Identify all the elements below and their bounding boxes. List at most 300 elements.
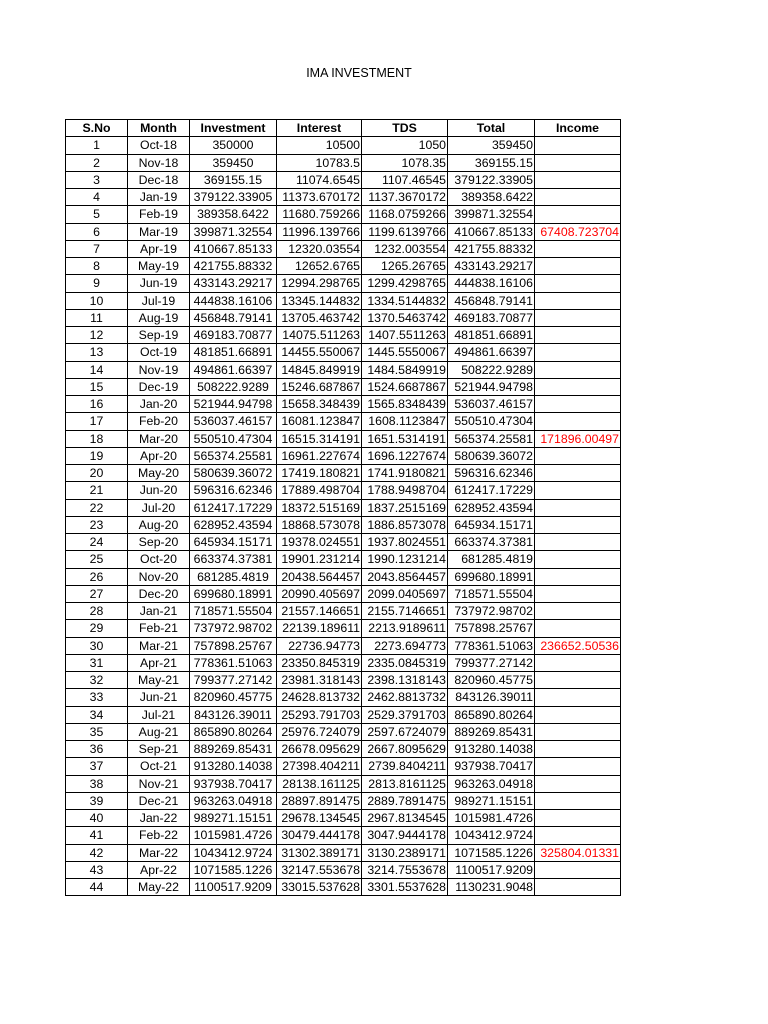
cell-income[interactable] — [535, 534, 621, 551]
cell-investment[interactable]: 989271.15151 — [190, 810, 277, 827]
cell-investment[interactable]: 663374.37381 — [190, 551, 277, 568]
cell-month[interactable]: Dec-19 — [128, 378, 190, 395]
cell-sno[interactable]: 37 — [66, 758, 128, 775]
cell-interest[interactable]: 24628.813732 — [277, 689, 362, 706]
cell-tds[interactable]: 2273.694773 — [362, 637, 448, 654]
cell-income[interactable] — [535, 551, 621, 568]
cell-tds[interactable]: 2739.8404211 — [362, 758, 448, 775]
cell-month[interactable]: Mar-19 — [128, 223, 190, 240]
cell-total[interactable]: 456848.79141 — [448, 292, 535, 309]
cell-income[interactable] — [535, 689, 621, 706]
cell-investment[interactable]: 350000 — [190, 137, 277, 154]
cell-investment[interactable]: 469183.70877 — [190, 327, 277, 344]
cell-interest[interactable]: 11074.6545 — [277, 171, 362, 188]
cell-sno[interactable]: 13 — [66, 344, 128, 361]
cell-investment[interactable]: 1071585.1226 — [190, 861, 277, 878]
cell-income[interactable] — [535, 396, 621, 413]
cell-interest[interactable]: 21557.146651 — [277, 603, 362, 620]
cell-income[interactable] — [535, 620, 621, 637]
cell-month[interactable]: Feb-20 — [128, 413, 190, 430]
cell-total[interactable]: 663374.37381 — [448, 534, 535, 551]
cell-income[interactable] — [535, 344, 621, 361]
cell-interest[interactable]: 32147.553678 — [277, 861, 362, 878]
cell-investment[interactable]: 550510.47304 — [190, 430, 277, 447]
cell-income[interactable] — [535, 240, 621, 257]
cell-sno[interactable]: 1 — [66, 137, 128, 154]
cell-month[interactable]: Nov-18 — [128, 154, 190, 171]
cell-tds[interactable]: 3047.9444178 — [362, 827, 448, 844]
cell-sno[interactable]: 44 — [66, 879, 128, 896]
cell-investment[interactable]: 757898.25767 — [190, 637, 277, 654]
cell-tds[interactable]: 1078.35 — [362, 154, 448, 171]
cell-month[interactable]: Oct-21 — [128, 758, 190, 775]
cell-sno[interactable]: 42 — [66, 844, 128, 861]
cell-total[interactable]: 963263.04918 — [448, 775, 535, 792]
cell-month[interactable]: Jun-20 — [128, 482, 190, 499]
cell-income[interactable]: 67408.723704 — [535, 223, 621, 240]
cell-sno[interactable]: 22 — [66, 499, 128, 516]
cell-interest[interactable]: 14455.550067 — [277, 344, 362, 361]
cell-investment[interactable]: 421755.88332 — [190, 258, 277, 275]
cell-income[interactable] — [535, 810, 621, 827]
cell-tds[interactable]: 1484.5849919 — [362, 361, 448, 378]
cell-sno[interactable]: 29 — [66, 620, 128, 637]
cell-income[interactable] — [535, 137, 621, 154]
cell-income[interactable] — [535, 775, 621, 792]
cell-sno[interactable]: 9 — [66, 275, 128, 292]
cell-month[interactable]: Jul-21 — [128, 706, 190, 723]
cell-month[interactable]: Dec-21 — [128, 792, 190, 809]
cell-tds[interactable]: 1168.0759266 — [362, 206, 448, 223]
cell-month[interactable]: May-21 — [128, 672, 190, 689]
cell-tds[interactable]: 2967.8134545 — [362, 810, 448, 827]
cell-month[interactable]: Jan-22 — [128, 810, 190, 827]
cell-income[interactable] — [535, 482, 621, 499]
cell-investment[interactable]: 536037.46157 — [190, 413, 277, 430]
cell-investment[interactable]: 681285.4819 — [190, 568, 277, 585]
cell-total[interactable]: 913280.14038 — [448, 741, 535, 758]
cell-tds[interactable]: 2813.8161125 — [362, 775, 448, 792]
cell-interest[interactable]: 28897.891475 — [277, 792, 362, 809]
cell-sno[interactable]: 10 — [66, 292, 128, 309]
cell-income[interactable] — [535, 672, 621, 689]
cell-interest[interactable]: 15658.348439 — [277, 396, 362, 413]
cell-investment[interactable]: 359450 — [190, 154, 277, 171]
cell-interest[interactable]: 30479.444178 — [277, 827, 362, 844]
cell-total[interactable]: 536037.46157 — [448, 396, 535, 413]
cell-sno[interactable]: 43 — [66, 861, 128, 878]
cell-income[interactable]: 325804.01331 — [535, 844, 621, 861]
cell-interest[interactable]: 18868.573078 — [277, 516, 362, 533]
cell-month[interactable]: Jan-20 — [128, 396, 190, 413]
cell-month[interactable]: Feb-21 — [128, 620, 190, 637]
cell-investment[interactable]: 737972.98702 — [190, 620, 277, 637]
cell-sno[interactable]: 17 — [66, 413, 128, 430]
cell-interest[interactable]: 27398.404211 — [277, 758, 362, 775]
cell-income[interactable] — [535, 275, 621, 292]
cell-sno[interactable]: 15 — [66, 378, 128, 395]
cell-interest[interactable]: 17419.180821 — [277, 465, 362, 482]
cell-investment[interactable]: 612417.17229 — [190, 499, 277, 516]
cell-sno[interactable]: 30 — [66, 637, 128, 654]
cell-interest[interactable]: 14075.511263 — [277, 327, 362, 344]
cell-income[interactable] — [535, 327, 621, 344]
cell-total[interactable]: 565374.25581 — [448, 430, 535, 447]
cell-total[interactable]: 1043412.9724 — [448, 827, 535, 844]
cell-tds[interactable]: 1370.5463742 — [362, 309, 448, 326]
cell-sno[interactable]: 26 — [66, 568, 128, 585]
cell-tds[interactable]: 1937.8024551 — [362, 534, 448, 551]
cell-tds[interactable]: 3301.5537628 — [362, 879, 448, 896]
cell-income[interactable] — [535, 723, 621, 740]
cell-sno[interactable]: 23 — [66, 516, 128, 533]
header-tds[interactable]: TDS — [362, 120, 448, 137]
cell-tds[interactable]: 1990.1231214 — [362, 551, 448, 568]
cell-tds[interactable]: 2213.9189611 — [362, 620, 448, 637]
cell-month[interactable]: Nov-19 — [128, 361, 190, 378]
cell-sno[interactable]: 39 — [66, 792, 128, 809]
cell-interest[interactable]: 11996.139766 — [277, 223, 362, 240]
cell-interest[interactable]: 29678.134545 — [277, 810, 362, 827]
cell-total[interactable]: 481851.66891 — [448, 327, 535, 344]
cell-tds[interactable]: 2889.7891475 — [362, 792, 448, 809]
cell-total[interactable]: 681285.4819 — [448, 551, 535, 568]
cell-total[interactable]: 580639.36072 — [448, 447, 535, 464]
cell-interest[interactable]: 16515.314191 — [277, 430, 362, 447]
cell-tds[interactable]: 2529.3791703 — [362, 706, 448, 723]
cell-interest[interactable]: 22736.94773 — [277, 637, 362, 654]
cell-total[interactable]: 399871.32554 — [448, 206, 535, 223]
cell-total[interactable]: 508222.9289 — [448, 361, 535, 378]
cell-tds[interactable]: 1837.2515169 — [362, 499, 448, 516]
cell-sno[interactable]: 38 — [66, 775, 128, 792]
cell-income[interactable] — [535, 189, 621, 206]
cell-interest[interactable]: 17889.498704 — [277, 482, 362, 499]
cell-interest[interactable]: 23981.318143 — [277, 672, 362, 689]
cell-investment[interactable]: 799377.27142 — [190, 672, 277, 689]
cell-sno[interactable]: 11 — [66, 309, 128, 326]
cell-sno[interactable]: 6 — [66, 223, 128, 240]
cell-investment[interactable]: 1015981.4726 — [190, 827, 277, 844]
cell-month[interactable]: Nov-20 — [128, 568, 190, 585]
cell-total[interactable]: 937938.70417 — [448, 758, 535, 775]
cell-sno[interactable]: 25 — [66, 551, 128, 568]
cell-month[interactable]: Feb-22 — [128, 827, 190, 844]
cell-sno[interactable]: 27 — [66, 585, 128, 602]
cell-total[interactable]: 596316.62346 — [448, 465, 535, 482]
cell-total[interactable]: 799377.27142 — [448, 654, 535, 671]
cell-month[interactable]: Jan-19 — [128, 189, 190, 206]
cell-month[interactable]: Dec-20 — [128, 585, 190, 602]
cell-interest[interactable]: 16081.123847 — [277, 413, 362, 430]
cell-investment[interactable]: 494861.66397 — [190, 361, 277, 378]
cell-investment[interactable]: 389358.6422 — [190, 206, 277, 223]
cell-interest[interactable]: 26678.095629 — [277, 741, 362, 758]
cell-investment[interactable]: 1043412.9724 — [190, 844, 277, 861]
cell-total[interactable]: 889269.85431 — [448, 723, 535, 740]
cell-tds[interactable]: 1137.3670172 — [362, 189, 448, 206]
cell-interest[interactable]: 20990.405697 — [277, 585, 362, 602]
cell-total[interactable]: 369155.15 — [448, 154, 535, 171]
cell-interest[interactable]: 12652.6765 — [277, 258, 362, 275]
cell-total[interactable]: 865890.80264 — [448, 706, 535, 723]
cell-interest[interactable]: 10783.5 — [277, 154, 362, 171]
cell-sno[interactable]: 34 — [66, 706, 128, 723]
cell-total[interactable]: 612417.17229 — [448, 482, 535, 499]
header-total[interactable]: Total — [448, 120, 535, 137]
cell-tds[interactable]: 2155.7146651 — [362, 603, 448, 620]
cell-sno[interactable]: 7 — [66, 240, 128, 257]
cell-investment[interactable]: 379122.33905 — [190, 189, 277, 206]
cell-income[interactable] — [535, 258, 621, 275]
cell-tds[interactable]: 2462.8813732 — [362, 689, 448, 706]
cell-total[interactable]: 410667.85133 — [448, 223, 535, 240]
cell-total[interactable]: 469183.70877 — [448, 309, 535, 326]
cell-income[interactable] — [535, 292, 621, 309]
cell-income[interactable] — [535, 758, 621, 775]
cell-sno[interactable]: 14 — [66, 361, 128, 378]
cell-investment[interactable]: 1100517.9209 — [190, 879, 277, 896]
cell-month[interactable]: Feb-19 — [128, 206, 190, 223]
cell-investment[interactable]: 963263.04918 — [190, 792, 277, 809]
cell-income[interactable] — [535, 827, 621, 844]
cell-investment[interactable]: 521944.94798 — [190, 396, 277, 413]
cell-interest[interactable]: 13345.144832 — [277, 292, 362, 309]
cell-total[interactable]: 550510.47304 — [448, 413, 535, 430]
cell-income[interactable] — [535, 499, 621, 516]
cell-month[interactable]: Sep-21 — [128, 741, 190, 758]
cell-month[interactable]: Jun-19 — [128, 275, 190, 292]
cell-investment[interactable]: 865890.80264 — [190, 723, 277, 740]
cell-month[interactable]: Oct-18 — [128, 137, 190, 154]
cell-income[interactable] — [535, 309, 621, 326]
cell-sno[interactable]: 3 — [66, 171, 128, 188]
cell-total[interactable]: 645934.15171 — [448, 516, 535, 533]
cell-sno[interactable]: 32 — [66, 672, 128, 689]
cell-sno[interactable]: 41 — [66, 827, 128, 844]
cell-tds[interactable]: 2335.0845319 — [362, 654, 448, 671]
cell-month[interactable]: Aug-20 — [128, 516, 190, 533]
cell-interest[interactable]: 23350.845319 — [277, 654, 362, 671]
cell-investment[interactable]: 508222.9289 — [190, 378, 277, 395]
cell-total[interactable]: 1130231.9048 — [448, 879, 535, 896]
cell-month[interactable]: Mar-21 — [128, 637, 190, 654]
cell-income[interactable] — [535, 516, 621, 533]
cell-tds[interactable]: 1407.5511263 — [362, 327, 448, 344]
cell-tds[interactable]: 1445.5550067 — [362, 344, 448, 361]
cell-tds[interactable]: 1107.46545 — [362, 171, 448, 188]
cell-total[interactable]: 699680.18991 — [448, 568, 535, 585]
cell-month[interactable]: May-19 — [128, 258, 190, 275]
cell-interest[interactable]: 12994.298765 — [277, 275, 362, 292]
cell-investment[interactable]: 778361.51063 — [190, 654, 277, 671]
cell-income[interactable] — [535, 465, 621, 482]
cell-month[interactable]: Jul-20 — [128, 499, 190, 516]
cell-income[interactable] — [535, 154, 621, 171]
cell-income[interactable]: 171896.00497 — [535, 430, 621, 447]
cell-month[interactable]: Jul-19 — [128, 292, 190, 309]
cell-interest[interactable]: 11680.759266 — [277, 206, 362, 223]
cell-income[interactable]: 236652.50536 — [535, 637, 621, 654]
header-month[interactable]: Month — [128, 120, 190, 137]
cell-month[interactable]: Mar-22 — [128, 844, 190, 861]
cell-investment[interactable]: 410667.85133 — [190, 240, 277, 257]
cell-total[interactable]: 1015981.4726 — [448, 810, 535, 827]
cell-sno[interactable]: 24 — [66, 534, 128, 551]
cell-tds[interactable]: 1741.9180821 — [362, 465, 448, 482]
cell-interest[interactable]: 15246.687867 — [277, 378, 362, 395]
cell-interest[interactable]: 10500 — [277, 137, 362, 154]
cell-tds[interactable]: 1696.1227674 — [362, 447, 448, 464]
cell-tds[interactable]: 1232.003554 — [362, 240, 448, 257]
cell-investment[interactable]: 444838.16106 — [190, 292, 277, 309]
cell-month[interactable]: Apr-19 — [128, 240, 190, 257]
cell-interest[interactable]: 18372.515169 — [277, 499, 362, 516]
cell-interest[interactable]: 20438.564457 — [277, 568, 362, 585]
cell-tds[interactable]: 1608.1123847 — [362, 413, 448, 430]
cell-total[interactable]: 444838.16106 — [448, 275, 535, 292]
cell-investment[interactable]: 596316.62346 — [190, 482, 277, 499]
cell-total[interactable]: 757898.25767 — [448, 620, 535, 637]
cell-total[interactable]: 389358.6422 — [448, 189, 535, 206]
cell-interest[interactable]: 11373.670172 — [277, 189, 362, 206]
cell-investment[interactable]: 433143.29217 — [190, 275, 277, 292]
cell-total[interactable]: 521944.94798 — [448, 378, 535, 395]
cell-income[interactable] — [535, 585, 621, 602]
cell-total[interactable]: 778361.51063 — [448, 637, 535, 654]
cell-investment[interactable]: 820960.45775 — [190, 689, 277, 706]
cell-month[interactable]: May-22 — [128, 879, 190, 896]
cell-investment[interactable]: 718571.55504 — [190, 603, 277, 620]
cell-interest[interactable]: 25293.791703 — [277, 706, 362, 723]
cell-total[interactable]: 433143.29217 — [448, 258, 535, 275]
cell-month[interactable]: Oct-19 — [128, 344, 190, 361]
cell-investment[interactable]: 913280.14038 — [190, 758, 277, 775]
header-investment[interactable]: Investment — [190, 120, 277, 137]
cell-tds[interactable]: 1265.26765 — [362, 258, 448, 275]
cell-sno[interactable]: 19 — [66, 447, 128, 464]
cell-sno[interactable]: 2 — [66, 154, 128, 171]
cell-investment[interactable]: 565374.25581 — [190, 447, 277, 464]
cell-month[interactable]: Jan-21 — [128, 603, 190, 620]
cell-income[interactable] — [535, 654, 621, 671]
cell-sno[interactable]: 18 — [66, 430, 128, 447]
cell-income[interactable] — [535, 792, 621, 809]
cell-sno[interactable]: 20 — [66, 465, 128, 482]
cell-month[interactable]: Mar-20 — [128, 430, 190, 447]
cell-interest[interactable]: 25976.724079 — [277, 723, 362, 740]
cell-sno[interactable]: 16 — [66, 396, 128, 413]
cell-month[interactable]: Oct-20 — [128, 551, 190, 568]
cell-interest[interactable]: 28138.161125 — [277, 775, 362, 792]
cell-tds[interactable]: 1334.5144832 — [362, 292, 448, 309]
cell-tds[interactable]: 3214.7553678 — [362, 861, 448, 878]
cell-tds[interactable]: 2398.1318143 — [362, 672, 448, 689]
cell-total[interactable]: 737972.98702 — [448, 603, 535, 620]
cell-month[interactable]: Aug-19 — [128, 309, 190, 326]
cell-income[interactable] — [535, 361, 621, 378]
cell-tds[interactable]: 1886.8573078 — [362, 516, 448, 533]
cell-month[interactable]: Dec-18 — [128, 171, 190, 188]
cell-total[interactable]: 718571.55504 — [448, 585, 535, 602]
cell-month[interactable]: Jun-21 — [128, 689, 190, 706]
cell-investment[interactable]: 937938.70417 — [190, 775, 277, 792]
cell-income[interactable] — [535, 171, 621, 188]
cell-investment[interactable]: 580639.36072 — [190, 465, 277, 482]
cell-month[interactable]: Nov-21 — [128, 775, 190, 792]
cell-total[interactable]: 379122.33905 — [448, 171, 535, 188]
cell-tds[interactable]: 1199.6139766 — [362, 223, 448, 240]
cell-month[interactable]: Sep-19 — [128, 327, 190, 344]
cell-month[interactable]: Apr-22 — [128, 861, 190, 878]
cell-sno[interactable]: 28 — [66, 603, 128, 620]
cell-total[interactable]: 989271.15151 — [448, 792, 535, 809]
cell-tds[interactable]: 1299.4298765 — [362, 275, 448, 292]
header-interest[interactable]: Interest — [277, 120, 362, 137]
cell-sno[interactable]: 40 — [66, 810, 128, 827]
cell-month[interactable]: Aug-21 — [128, 723, 190, 740]
cell-total[interactable]: 820960.45775 — [448, 672, 535, 689]
cell-tds[interactable]: 1565.8348439 — [362, 396, 448, 413]
cell-sno[interactable]: 36 — [66, 741, 128, 758]
cell-tds[interactable]: 1788.9498704 — [362, 482, 448, 499]
cell-tds[interactable]: 2597.6724079 — [362, 723, 448, 740]
cell-month[interactable]: Apr-21 — [128, 654, 190, 671]
cell-investment[interactable]: 645934.15171 — [190, 534, 277, 551]
cell-investment[interactable]: 369155.15 — [190, 171, 277, 188]
cell-tds[interactable]: 3130.2389171 — [362, 844, 448, 861]
cell-income[interactable] — [535, 413, 621, 430]
cell-total[interactable]: 628952.43594 — [448, 499, 535, 516]
cell-tds[interactable]: 1050 — [362, 137, 448, 154]
cell-sno[interactable]: 33 — [66, 689, 128, 706]
cell-interest[interactable]: 16961.227674 — [277, 447, 362, 464]
cell-income[interactable] — [535, 568, 621, 585]
cell-total[interactable]: 421755.88332 — [448, 240, 535, 257]
cell-interest[interactable]: 31302.389171 — [277, 844, 362, 861]
cell-sno[interactable]: 21 — [66, 482, 128, 499]
cell-tds[interactable]: 2099.0405697 — [362, 585, 448, 602]
cell-month[interactable]: Sep-20 — [128, 534, 190, 551]
cell-tds[interactable]: 2667.8095629 — [362, 741, 448, 758]
cell-total[interactable]: 359450 — [448, 137, 535, 154]
cell-income[interactable] — [535, 741, 621, 758]
cell-sno[interactable]: 8 — [66, 258, 128, 275]
cell-total[interactable]: 843126.39011 — [448, 689, 535, 706]
cell-sno[interactable]: 35 — [66, 723, 128, 740]
cell-investment[interactable]: 843126.39011 — [190, 706, 277, 723]
cell-interest[interactable]: 19378.024551 — [277, 534, 362, 551]
cell-sno[interactable]: 4 — [66, 189, 128, 206]
cell-investment[interactable]: 628952.43594 — [190, 516, 277, 533]
cell-investment[interactable]: 699680.18991 — [190, 585, 277, 602]
cell-investment[interactable]: 456848.79141 — [190, 309, 277, 326]
cell-income[interactable] — [535, 206, 621, 223]
cell-income[interactable] — [535, 706, 621, 723]
header-sno[interactable]: S.No — [66, 120, 128, 137]
cell-income[interactable] — [535, 447, 621, 464]
cell-tds[interactable]: 2043.8564457 — [362, 568, 448, 585]
cell-total[interactable]: 1071585.1226 — [448, 844, 535, 861]
cell-income[interactable] — [535, 879, 621, 896]
cell-investment[interactable]: 481851.66891 — [190, 344, 277, 361]
cell-interest[interactable]: 22139.189611 — [277, 620, 362, 637]
cell-interest[interactable]: 19901.231214 — [277, 551, 362, 568]
cell-income[interactable] — [535, 603, 621, 620]
cell-investment[interactable]: 399871.32554 — [190, 223, 277, 240]
cell-total[interactable]: 1100517.9209 — [448, 861, 535, 878]
cell-tds[interactable]: 1524.6687867 — [362, 378, 448, 395]
